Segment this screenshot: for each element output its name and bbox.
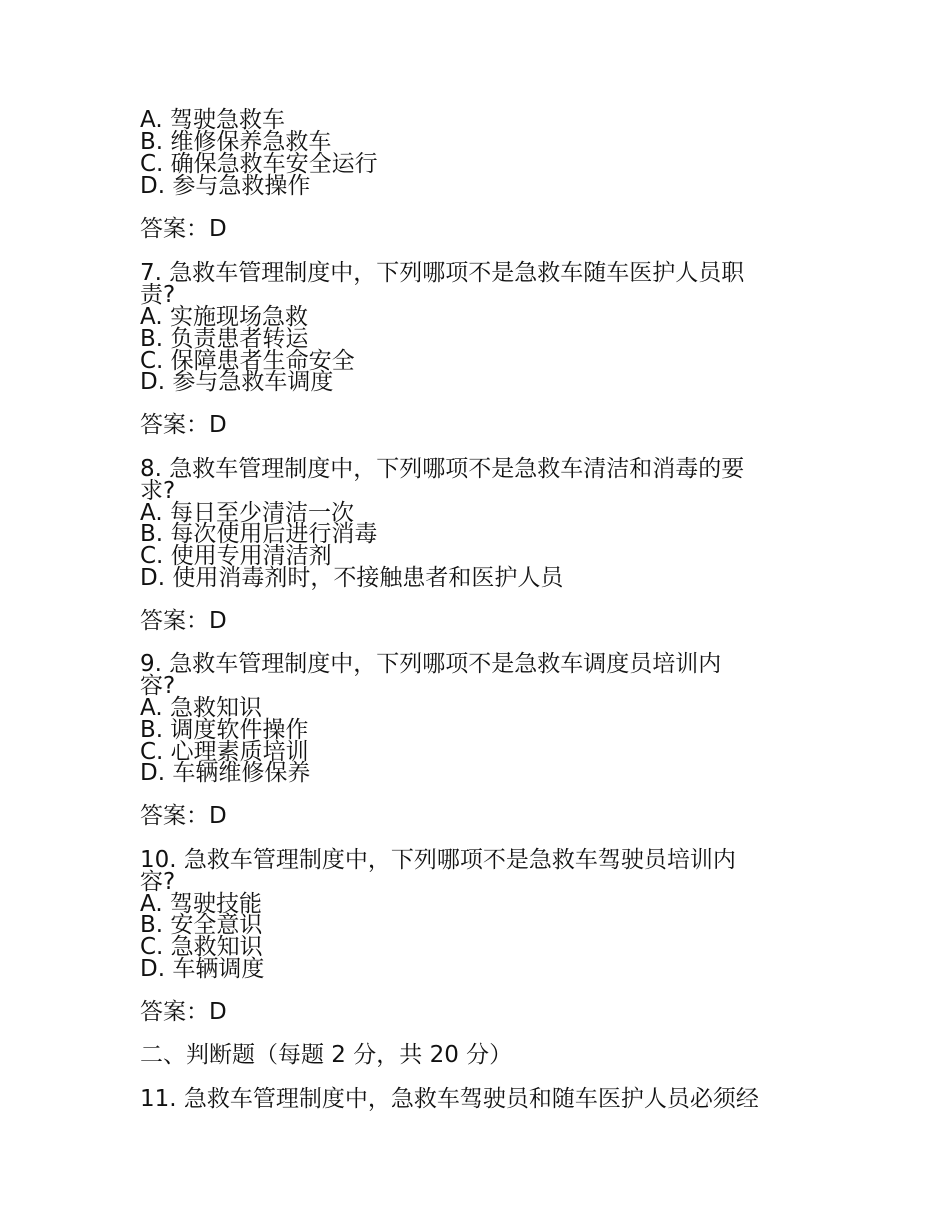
q10-option-a: A. 驾驶技能: [140, 891, 262, 917]
q8-stem-line-2: 求?: [140, 478, 176, 504]
section-heading: 二、判断题（每题 2 分，共 20 分）: [140, 1042, 513, 1068]
q9-stem-line-2: 容?: [140, 673, 176, 699]
q6-option-c: C. 确保急救车安全运行: [140, 151, 378, 177]
q9-answer: 答案：D: [140, 803, 227, 829]
q9-option-b: B. 调度软件操作: [140, 717, 309, 743]
q7-option-a: A. 实施现场急救: [140, 304, 308, 330]
q10-stem-line-2: 容?: [140, 869, 176, 895]
q8-stem-line-1: 8. 急救车管理制度中，下列哪项不是急救车清洁和消毒的要: [140, 456, 745, 482]
q7-option-b: B. 负责患者转运: [140, 326, 309, 352]
q11-stem-line-1: 11. 急救车管理制度中，急救车驾驶员和随车医护人员必须经: [140, 1086, 759, 1112]
q6-answer: 答案：D: [140, 216, 227, 242]
q7-answer: 答案：D: [140, 412, 227, 438]
q9-option-a: A. 急救知识: [140, 695, 262, 721]
q8-option-c: C. 使用专用清洁剂: [140, 543, 332, 569]
q9-option-d: D. 车辆维修保养: [140, 760, 311, 786]
q10-option-c: C. 急救知识: [140, 934, 263, 960]
q6-option-b: B. 维修保养急救车: [140, 129, 332, 155]
q10-option-b: B. 安全意识: [140, 912, 263, 938]
q8-option-a: A. 每日至少清洁一次: [140, 500, 354, 526]
q8-answer: 答案：D: [140, 608, 227, 634]
q7-option-c: C. 保障患者生命安全: [140, 348, 355, 374]
q9-stem-line-1: 9. 急救车管理制度中，下列哪项不是急救车调度员培训内: [140, 651, 722, 677]
q9-option-c: C. 心理素质培训: [140, 739, 309, 765]
q10-option-d: D. 车辆调度: [140, 956, 265, 982]
q8-option-b: B. 每次使用后进行消毒: [140, 521, 378, 547]
q6-option-a: A. 驾驶急救车: [140, 107, 285, 133]
q7-stem-line-1: 7. 急救车管理制度中，下列哪项不是急救车随车医护人员职: [140, 260, 745, 286]
q10-stem-line-1: 10. 急救车管理制度中，下列哪项不是急救车驾驶员培训内: [140, 847, 736, 873]
q7-stem-line-2: 责?: [140, 282, 176, 308]
q6-option-d: D. 参与急救操作: [140, 173, 311, 199]
q8-option-d: D. 使用消毒剂时，不接触患者和医护人员: [140, 565, 564, 591]
q10-answer: 答案：D: [140, 999, 227, 1025]
q7-option-d: D. 参与急救车调度: [140, 369, 334, 395]
